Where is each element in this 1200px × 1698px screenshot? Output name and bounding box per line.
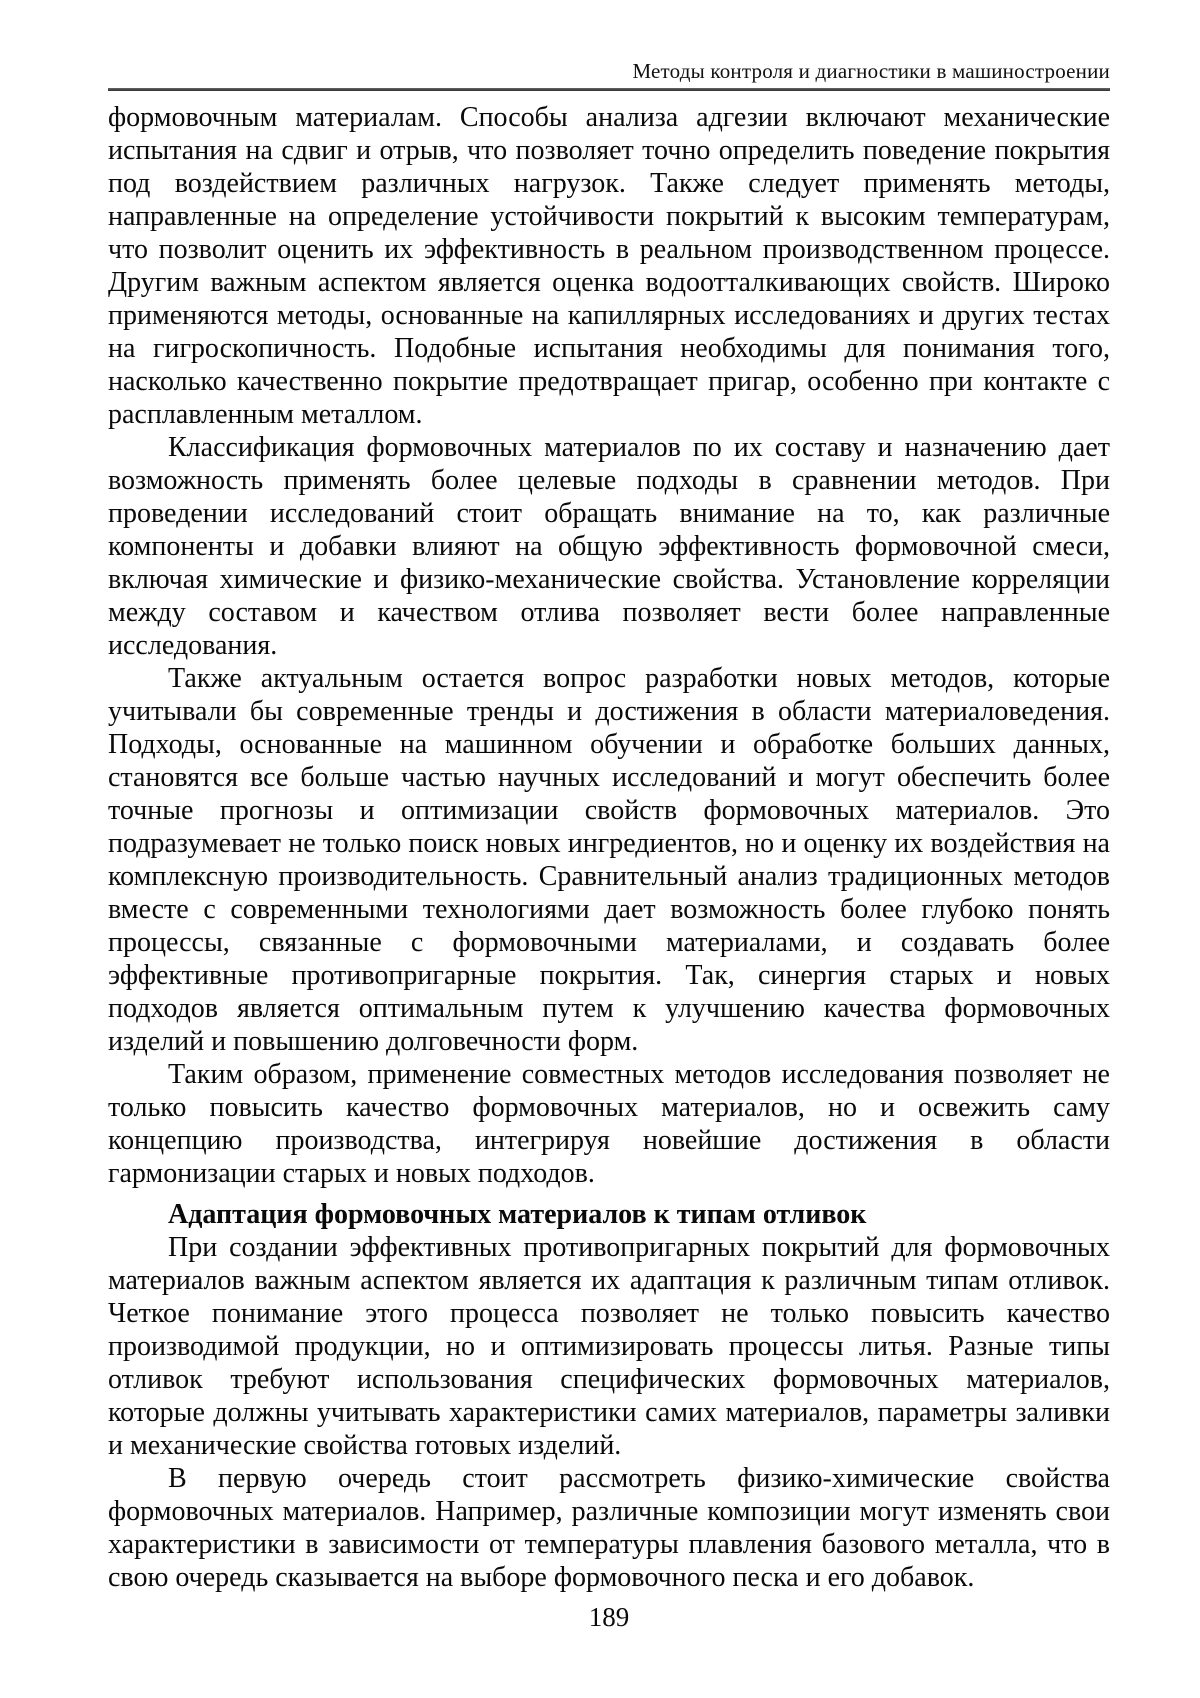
paragraph: Таким образом, применение совместных методов исследования позволяет не только повысить качество формовочных материалов, но и освежить саму концепцию производства, интегрируя новейшие достижения в области гармонизации старых и новых подходов.: [108, 1059, 1110, 1189]
header-rule-divider: [108, 88, 1110, 91]
document-page: [108, 0, 1110, 1594]
page-number: 189: [588, 1602, 630, 1632]
section-heading: Адаптация формовочных материалов к типам отливок: [168, 1199, 867, 1230]
paragraph: В первую очередь стоит рассмотреть физико-химические свойства формовочных материалов. Например, различные композиции могут изменять свои характеристики в зависимости от температуры плавления базового металла, что в свою очередь сказывается на выборе формовочного песка и его добавок.: [108, 1463, 1110, 1593]
running-header-title: Методы контроля и диагностики в машиностроении: [632, 59, 1110, 83]
paragraph: Также актуальным остается вопрос разработки новых методов, которые учитывали бы современные тренды и достижения в области материаловедения. Подходы, основанные на машинном обучении и обработке больших данных, становятся все больше частью научных исследований и могут обеспечить более точные прогнозы и оптимизации свойств формовочных материалов. Это подразумевает не только поиск новых ингредиентов, но и оценку их воздействия на комплексную производительность. Сравнительный анализ традиционных методов вместе с современными технологиями дает возможность более глубоко понять процессы, связанные с формовочными материалами, и создавать более эффективные противопригарные покрытия. Так, синергия старых и новых подходов является оптимальным путем к улучшению качества формовочных изделий и повышению долговечности форм.: [108, 663, 1110, 1057]
paragraph: Классификация формовочных материалов по их составу и назначению дает возможность применять более целевые подходы в сравнении методов. При проведении исследований стоит обращать внимание на то, как различные компоненты и добавки влияют на общую эффективность формовочной смеси, включая химические и физико-механические свойства. Установление корреляции между составом и качеством отлива позволяет вести более направленные исследования.: [108, 432, 1110, 661]
paragraph-continuation: формовочным материалам. Способы анализа адгезии включают механические испытания на сдвиг и отрыв, что позволяет точно определить поведение покрытия под воздействием различных нагрузок. Также следует применять методы, направленные на определение устойчивости покрытий к высоким температурам, что позволит оценить их эффективность в реальном производственном процессе. Другим важным аспектом является оценка водоотталкивающих свойств. Широко применяются методы, основанные на капиллярных исследованиях и других тестах на гигроскопичность. Подобные испытания необходимы для понимания того, насколько качественно покрытие предотвращает пригар, особенно при контакте с расплавленным металлом.: [108, 102, 1110, 430]
paragraph: При создании эффективных противопригарных покрытий для формовочных материалов важным аспектом является их адаптация к различным типам отливок. Четкое понимание этого процесса позволяет не только повысить качество производимой продукции, но и оптимизировать процессы литья. Разные типы отливок требуют использования специфических формовочных материалов, которые должны учитывать характеристики самих материалов, параметры заливки и механические свойства готовых изделий.: [108, 1232, 1110, 1461]
document-body: [108, 101, 1110, 1594]
